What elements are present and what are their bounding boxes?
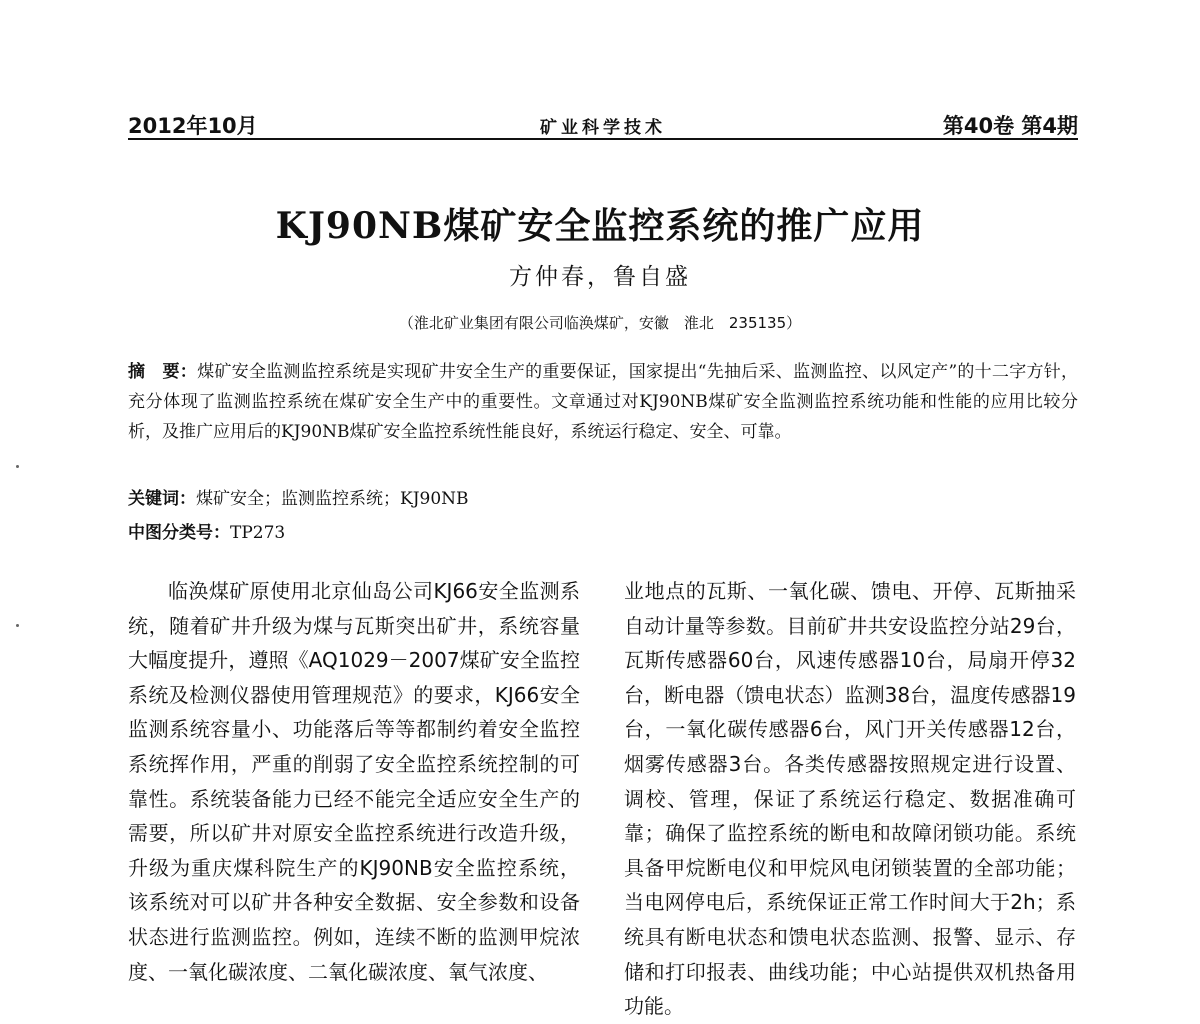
scan-speck — [16, 624, 19, 627]
keywords — [128, 484, 1078, 509]
scan-speck — [16, 465, 19, 468]
keywords-label: 关键词： — [128, 489, 196, 509]
paper-authors: 方仲春，鲁自盛 — [509, 264, 691, 290]
paper-title: KJ90NB煤矿安全监控系统的推广应用 — [275, 205, 925, 247]
classification-label: 中图分类号： — [128, 523, 230, 543]
classification-text: TP273 — [230, 523, 286, 543]
abstract — [128, 357, 1078, 447]
keywords-text: 煤矿安全；监测监控系统；KJ90NB — [196, 489, 469, 509]
header-date: 2012年10月 — [128, 114, 258, 138]
classification — [128, 518, 1078, 543]
body-column-right: 业地点的瓦斯、一氧化碳、馈电、开停、瓦斯抽采自动计量等参数。目前矿井共安设监控分站29台，瓦斯传感器60台，风速传感器10台，局扇开停32台，断电器（馈电状态）监测38台，温度传感器19台，一氧化碳传感器6台，风门开关传感器12台，烟雾传感器3台。各类传感器按照规定进行设置、调校、管理，保证了系统运行稳定、数据准确可靠；确保了监控系统的断电和故障闭锁功能。系统具备甲烷断电仪和甲烷风电闭锁装置的全部功能；当电网停电后，系统保证正常工作时间大于2h；系统具有断电状态和馈电状态监测、报警、显示、存储和打印报表、曲线功能；中心站提供双机热备用功能。 — [624, 579, 1076, 1019]
abstract-text: 煤矿安全监测监控系统是实现矿井安全生产的重要保证，国家提出“先抽后采、监测监控、以风定产”的十二字方针，充分体现了监测监控系统在煤矿安全生产中的重要性。文章通过对KJ90NB煤矿安全监测监控系统功能和性能的应用比较分析，及推广应用后的KJ90NB煤矿安全监控系统性能良好，系统运行稳定、安全、可靠。 — [128, 362, 1078, 442]
body-column-left: 临涣煤矿原使用北京仙岛公司KJ66安全监测系统，随着矿井升级为煤与瓦斯突出矿井，系统容量大幅度提升，遵照《AQ1029－2007煤矿安全监控系统及检测仪器使用管理规范》的要求，KJ66安全监测系统容量小、功能落后等等都制约着安全监控系统挥作用，严重的削弱了安全监控系统控制的可靠性。系统装备能力已经不能完全适应安全生产的需要，所以矿井对原安全监控系统进行改造升级，升级为重庆煤科院生产的KJ90NB安全监控系统，该系统对可以矿井各种安全数据、安全参数和设备状态进行监测监控。例如，连续不断的监测甲烷浓度、一氧化碳浓度、二氧化碳浓度、氧气浓度、 — [128, 579, 580, 984]
abstract-label: 摘 要： — [128, 362, 198, 382]
header-journal: 矿业科学技术 — [540, 118, 666, 138]
paper-affiliation: （淮北矿业集团有限公司临涣煤矿，安徽 淮北 235135） — [398, 314, 802, 332]
header-issue: 第40卷 第4期 — [942, 114, 1078, 138]
running-header — [128, 104, 1078, 140]
